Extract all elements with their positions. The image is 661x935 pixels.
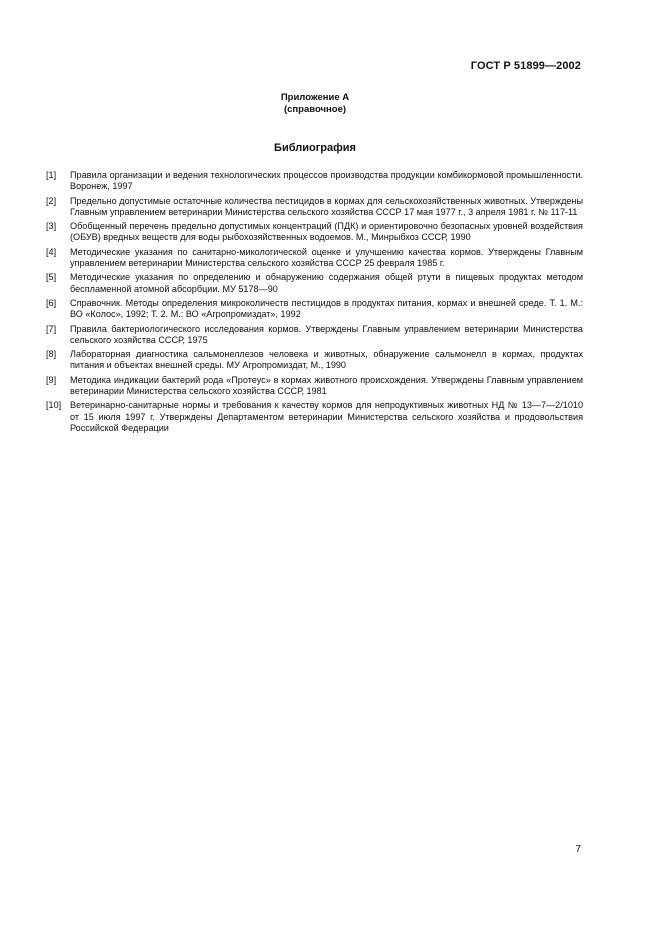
reference-text: Ветеринарно-санитарные нормы и требования к качеству кормов для непродуктивных животных НД № 13—7—2/1010 от 15 июля 1997 г. Утверждены Департаментом ветеринарии Министерства сельского хозяйства и продовольствия Российской Федерации	[70, 400, 583, 433]
page-number: 7	[575, 844, 581, 855]
reference-text: Правила организации и ведения технологических процессов производства продукции комбикормовой промышленности. Воронеж, 1997	[70, 170, 583, 192]
reference-item	[46, 272, 583, 294]
reference-item	[46, 247, 583, 269]
reference-number: [9]	[46, 374, 57, 385]
reference-text: Лабораторная диагностика сальмонеллезов человека и животных, обнаружение сальмонелл в кормах, продуктах питания и объектах внешней среды. МУ Агропромиздат, М., 1990	[70, 349, 583, 371]
reference-number: [5]	[46, 272, 57, 283]
document-code: ГОСТ Р 51899—2002	[470, 60, 581, 72]
reference-text: Справочник. Методы определения микроколичеств пестицидов в продуктах питания, кормах и внешней среде. Т. 1. М.: ВО «Колос», 1992; Т. 2. М.: ВО «Агропромиздат», 1992	[70, 297, 583, 320]
reference-text: Обобщенный перечень предельно допустимых концентраций (ПДК) и ориентировочно безопасных уровней воздействия (ОБУВ) вредных веществ для воды рыбохозяйственных водоемов. М., Минрыбхоз СССР, 1990	[70, 221, 583, 243]
bibliography-list	[46, 170, 583, 437]
reference-text: Методика индикации бактерий рода «Протеус» в кормах животного происхождения. Утверждены Главным управлением ветеринарии Министерства сельского хозяйства СССР, 1981	[70, 374, 583, 396]
reference-item	[46, 375, 583, 397]
annex-subtitle: (справочное)	[283, 104, 347, 115]
section-title: Библиография	[274, 142, 356, 154]
reference-number: [7]	[46, 323, 57, 334]
reference-number: [4]	[46, 246, 57, 257]
reference-text: Правила бактериологического исследования кормов. Утверждены Главным управлением ветеринарии Министерства сельского хозяйства СССР, 1975	[70, 323, 583, 345]
reference-item	[46, 349, 583, 371]
reference-item	[46, 196, 583, 218]
annex-title: Приложение А	[280, 92, 350, 103]
reference-number: [3]	[46, 221, 57, 232]
reference-item	[46, 170, 583, 192]
reference-number: [10]	[46, 400, 62, 411]
reference-item	[46, 298, 583, 320]
reference-text: Методические указания по определению и обнаружению содержания общей ртути в пищевых продуктах методом беспламенной атомной абсорбции. МУ 5178—90	[70, 272, 583, 294]
reference-text: Методические указания по санитарно-микологической оценке и улучшению качества кормов. Утверждены Главным управлением ветеринарии Министерства сельского хозяйства СССР 25 февраля 1985 г.	[70, 246, 583, 268]
reference-number: [8]	[46, 349, 57, 360]
reference-item	[46, 324, 583, 346]
reference-item	[46, 221, 583, 243]
annex-heading	[0, 92, 630, 116]
reference-number: [2]	[46, 195, 57, 206]
reference-item	[46, 400, 583, 434]
reference-text: Предельно допустимые остаточные количества пестицидов в кормах для сельскохозяйственных животных. Утверждены Главным управлением ветеринарии Министерства сельского хозяйства СССР 17 мая 1977 г., 3 апреля 1981 г. № 117-11	[70, 195, 583, 217]
reference-number: [1]	[46, 170, 57, 180]
reference-number: [6]	[46, 297, 57, 308]
